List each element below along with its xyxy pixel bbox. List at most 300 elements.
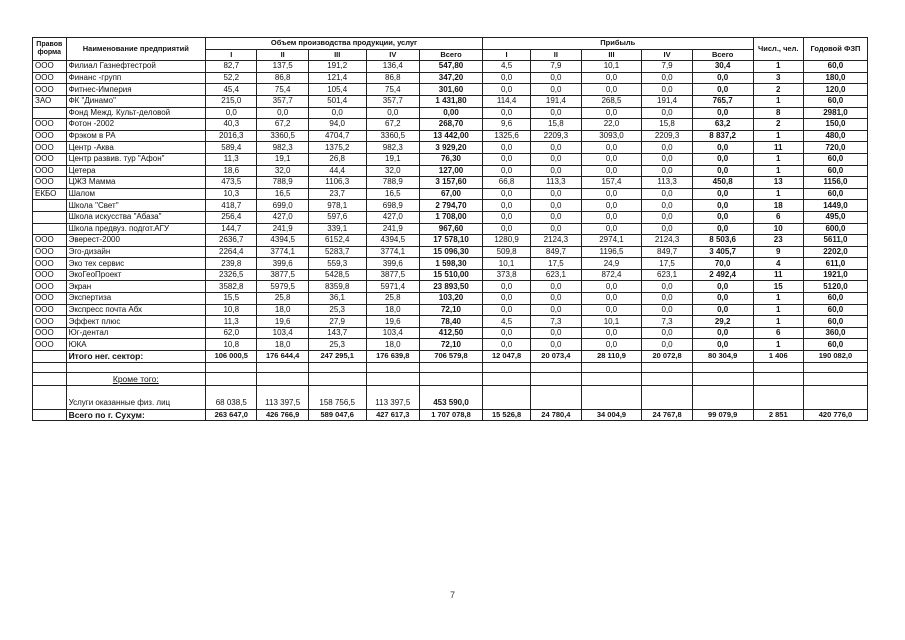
prod-q3-cell: 5283,7 — [308, 246, 366, 258]
profit-q3-cell: 872,4 — [581, 269, 642, 281]
blank-cell — [66, 362, 206, 372]
enterprise-report-table — [32, 37, 868, 421]
payroll-cell: 180,0 — [803, 72, 867, 84]
profit-q3-cell: 0,0 — [581, 153, 642, 165]
prod-total-cell: 3 157,60 — [420, 177, 483, 189]
prod-q3-cell: 4704,7 — [308, 130, 366, 142]
profit-q4-cell: 7,3 — [642, 316, 692, 328]
prod-total-cell: 103,20 — [420, 293, 483, 305]
blank-cell — [308, 372, 366, 385]
legal-form-cell: ООО — [33, 119, 67, 131]
legal-form-cell: ООО — [33, 177, 67, 189]
table-row — [33, 84, 868, 96]
profit-q2-cell: 191,4 — [531, 95, 581, 107]
payroll-cell: 60,0 — [803, 153, 867, 165]
payroll-cell: 600,0 — [803, 223, 867, 235]
enterprise-name-cell: Финанс -групп — [66, 72, 206, 84]
legal-form-cell — [33, 107, 67, 119]
profit-total-cell: 0,0 — [692, 281, 753, 293]
prod-q3-cell: 597,6 — [308, 211, 366, 223]
profit-q4-cell: 17,5 — [642, 258, 692, 270]
prod-q3-cell: 36,1 — [308, 293, 366, 305]
legal-form-cell: ЕКБО — [33, 188, 67, 200]
prod-q3-cell: 27,9 — [308, 316, 366, 328]
header-legal-form: Правов форма — [33, 38, 67, 61]
profit-q4-cell: 191,4 — [642, 95, 692, 107]
header-prod-q2: II — [257, 49, 308, 61]
prod-q4-cell: 3877,5 — [366, 269, 419, 281]
blank-cell — [531, 362, 581, 372]
profit-q4-cell: 0,0 — [642, 107, 692, 119]
profit-q4-cell: 623,1 — [642, 269, 692, 281]
services-label: Услуги оказанные физ. лиц — [66, 385, 206, 409]
profit-q3-cell: 0,0 — [581, 223, 642, 235]
legal-form-cell — [33, 200, 67, 212]
profit-total-cell: 0,0 — [692, 223, 753, 235]
prod-q1-cell: 215,0 — [206, 95, 257, 107]
profit-q3-cell: 0,0 — [581, 339, 642, 351]
prod-total-cell: 0,00 — [420, 107, 483, 119]
prod-q1-cell: 52,2 — [206, 72, 257, 84]
table-row — [33, 246, 868, 258]
staff-cell: 1 — [753, 165, 803, 177]
subtotal-profit-q3: 28 110,9 — [581, 351, 642, 363]
staff-cell: 10 — [753, 223, 803, 235]
staff-cell: 1 — [753, 153, 803, 165]
prod-q1-cell: 144,7 — [206, 223, 257, 235]
prod-q3-cell: 191,2 — [308, 61, 366, 73]
blank-cell — [531, 372, 581, 385]
profit-q1-cell: 373,8 — [482, 269, 530, 281]
prod-q4-cell: 25,8 — [366, 293, 419, 305]
prod-q2-cell: 0,0 — [257, 107, 308, 119]
prod-q3-cell: 25,3 — [308, 339, 366, 351]
prod-q4-cell: 427,0 — [366, 211, 419, 223]
subtotal-label: Итого нег. сектор: — [66, 351, 206, 363]
profit-q2-cell: 849,7 — [531, 246, 581, 258]
staff-cell: 3 — [753, 72, 803, 84]
blank-cell — [531, 385, 581, 409]
profit-q4-cell: 2124,3 — [642, 235, 692, 247]
prod-total-cell: 547,80 — [420, 61, 483, 73]
enterprise-name-cell: ФК "Динамо" — [66, 95, 206, 107]
profit-total-cell: 0,0 — [692, 153, 753, 165]
legal-form-cell: ООО — [33, 130, 67, 142]
prod-total-cell: 268,70 — [420, 119, 483, 131]
subtotal-row — [33, 351, 868, 363]
staff-cell: 9 — [753, 246, 803, 258]
profit-q4-cell: 0,0 — [642, 72, 692, 84]
profit-q2-cell: 0,0 — [531, 293, 581, 305]
legal-form-cell: ООО — [33, 153, 67, 165]
staff-cell: 15 — [753, 281, 803, 293]
blank-cell — [753, 372, 803, 385]
blank-cell — [581, 362, 642, 372]
payroll-cell: 5120,0 — [803, 281, 867, 293]
legal-form-cell: ООО — [33, 142, 67, 154]
table-row — [33, 153, 868, 165]
subtotal-prod-total: 706 579,8 — [420, 351, 483, 363]
prod-q3-cell: 501,4 — [308, 95, 366, 107]
enterprise-name-cell: Экспресс почта Абх — [66, 304, 206, 316]
staff-cell: 4 — [753, 258, 803, 270]
profit-q1-cell: 0,0 — [482, 304, 530, 316]
profit-total-cell: 0,0 — [692, 293, 753, 305]
payroll-cell: 120,0 — [803, 84, 867, 96]
prod-q2-cell: 5979,5 — [257, 281, 308, 293]
header-prod-total: Всего — [420, 49, 483, 61]
prod-total-cell: 127,00 — [420, 165, 483, 177]
profit-q4-cell: 2209,3 — [642, 130, 692, 142]
profit-q3-cell: 0,0 — [581, 72, 642, 84]
prod-q4-cell: 0,0 — [366, 107, 419, 119]
prod-total-cell: 78,40 — [420, 316, 483, 328]
grand-total-profit-total: 99 079,9 — [692, 409, 753, 421]
legal-form-cell: ООО — [33, 246, 67, 258]
enterprise-name-cell: ЦЖЗ Мамма — [66, 177, 206, 189]
profit-q3-cell: 3093,0 — [581, 130, 642, 142]
table-row — [33, 258, 868, 270]
enterprise-name-cell: Школа "Свет" — [66, 200, 206, 212]
prod-q2-cell: 241,9 — [257, 223, 308, 235]
profit-q2-cell: 0,0 — [531, 165, 581, 177]
table-row — [33, 165, 868, 177]
profit-q2-cell: 2209,3 — [531, 130, 581, 142]
profit-q3-cell: 0,0 — [581, 188, 642, 200]
prod-q2-cell: 357,7 — [257, 95, 308, 107]
prod-q1-cell: 418,7 — [206, 200, 257, 212]
profit-q1-cell: 66,8 — [482, 177, 530, 189]
profit-q2-cell: 0,0 — [531, 84, 581, 96]
services-prod-q4: 113 397,5 — [366, 385, 419, 409]
prod-q2-cell: 19,6 — [257, 316, 308, 328]
profit-q1-cell: 0,0 — [482, 84, 530, 96]
enterprise-name-cell: Школа предвуз. подгот.АГУ — [66, 223, 206, 235]
enterprise-name-cell: Фонд Межд. Культ-деловой — [66, 107, 206, 119]
table-row — [33, 200, 868, 212]
prod-q3-cell: 143,7 — [308, 327, 366, 339]
prod-q2-cell: 75,4 — [257, 84, 308, 96]
prod-q1-cell: 3582,8 — [206, 281, 257, 293]
legal-form-cell: ООО — [33, 84, 67, 96]
prod-q4-cell: 982,3 — [366, 142, 419, 154]
profit-q3-cell: 22,0 — [581, 119, 642, 131]
payroll-cell: 60,0 — [803, 293, 867, 305]
prod-q4-cell: 399,6 — [366, 258, 419, 270]
profit-q4-cell: 15,8 — [642, 119, 692, 131]
profit-total-cell: 0,0 — [692, 188, 753, 200]
payroll-cell: 5611,0 — [803, 235, 867, 247]
staff-cell: 11 — [753, 269, 803, 281]
blank-cell — [803, 372, 867, 385]
enterprise-name-cell: ЭкоГеоПроект — [66, 269, 206, 281]
prod-q1-cell: 239,8 — [206, 258, 257, 270]
table-row — [33, 188, 868, 200]
subtotal-profit-q1: 12 047,8 — [482, 351, 530, 363]
prod-q4-cell: 32,0 — [366, 165, 419, 177]
enterprise-name-cell: Цетера — [66, 165, 206, 177]
prod-q4-cell: 357,7 — [366, 95, 419, 107]
grand-total-profit-q3: 34 004,9 — [581, 409, 642, 421]
payroll-cell: 60,0 — [803, 188, 867, 200]
prod-q2-cell: 86,8 — [257, 72, 308, 84]
payroll-cell: 495,0 — [803, 211, 867, 223]
profit-q3-cell: 0,0 — [581, 165, 642, 177]
staff-cell: 13 — [753, 177, 803, 189]
prod-q1-cell: 0,0 — [206, 107, 257, 119]
prod-q1-cell: 2264,4 — [206, 246, 257, 258]
table-row — [33, 177, 868, 189]
profit-q2-cell: 0,0 — [531, 72, 581, 84]
profit-q3-cell: 0,0 — [581, 142, 642, 154]
header-prod-q1: I — [206, 49, 257, 61]
profit-q2-cell: 0,0 — [531, 211, 581, 223]
table-row — [33, 107, 868, 119]
profit-q1-cell: 4,5 — [482, 61, 530, 73]
profit-q4-cell: 0,0 — [642, 188, 692, 200]
staff-cell: 1 — [753, 95, 803, 107]
payroll-cell: 360,0 — [803, 327, 867, 339]
legal-form-cell: ООО — [33, 339, 67, 351]
prod-q3-cell: 44,4 — [308, 165, 366, 177]
enterprise-name-cell: Эверест-2000 — [66, 235, 206, 247]
report-sheet — [32, 37, 868, 421]
blank-cell — [257, 362, 308, 372]
legal-form-cell — [33, 211, 67, 223]
table-row — [33, 293, 868, 305]
blank-cell — [692, 362, 753, 372]
subtotal-prod-q3: 247 295,1 — [308, 351, 366, 363]
subtotal-staff: 1 406 — [753, 351, 803, 363]
prod-q2-cell: 788,9 — [257, 177, 308, 189]
blank-cell — [366, 372, 419, 385]
staff-cell: 1 — [753, 316, 803, 328]
prod-total-cell: 15 096,30 — [420, 246, 483, 258]
subtotal-profit-q2: 20 073,4 — [531, 351, 581, 363]
blank-cell — [753, 385, 803, 409]
profit-q4-cell: 0,0 — [642, 84, 692, 96]
payroll-cell: 60,0 — [803, 165, 867, 177]
profit-q2-cell: 0,0 — [531, 107, 581, 119]
blank-cell — [257, 372, 308, 385]
profit-q1-cell: 10,1 — [482, 258, 530, 270]
prod-q3-cell: 1375,2 — [308, 142, 366, 154]
legal-form-cell: ООО — [33, 281, 67, 293]
prod-q2-cell: 3774,1 — [257, 246, 308, 258]
profit-total-cell: 0,0 — [692, 84, 753, 96]
blank-cell — [581, 385, 642, 409]
prod-q2-cell: 137,5 — [257, 61, 308, 73]
prod-total-cell: 301,60 — [420, 84, 483, 96]
prod-q2-cell: 25,8 — [257, 293, 308, 305]
prod-total-cell: 15 510,00 — [420, 269, 483, 281]
grand-total-payroll: 420 776,0 — [803, 409, 867, 421]
prod-q1-cell: 10,3 — [206, 188, 257, 200]
prod-total-cell: 17 578,10 — [420, 235, 483, 247]
profit-q1-cell: 114,4 — [482, 95, 530, 107]
prod-total-cell: 76,30 — [420, 153, 483, 165]
profit-q2-cell: 0,0 — [531, 223, 581, 235]
blank-cell — [753, 362, 803, 372]
staff-cell: 11 — [753, 142, 803, 154]
prod-q2-cell: 4394,5 — [257, 235, 308, 247]
prod-q2-cell: 32,0 — [257, 165, 308, 177]
profit-q3-cell: 0,0 — [581, 107, 642, 119]
prod-total-cell: 67,00 — [420, 188, 483, 200]
staff-cell: 1 — [753, 304, 803, 316]
enterprise-name-cell: Эго-дизайн — [66, 246, 206, 258]
profit-q3-cell: 10,1 — [581, 61, 642, 73]
blank-cell — [482, 372, 530, 385]
prod-total-cell: 1 708,00 — [420, 211, 483, 223]
blank-cell — [692, 372, 753, 385]
legal-form-cell: ЗАО — [33, 95, 67, 107]
header-profit-q3: III — [581, 49, 642, 61]
subtotal-prod-q1: 106 000,5 — [206, 351, 257, 363]
prod-q3-cell: 559,3 — [308, 258, 366, 270]
prod-total-cell: 23 893,50 — [420, 281, 483, 293]
table-row — [33, 269, 868, 281]
table-row — [33, 72, 868, 84]
enterprise-name-cell: Шалом — [66, 188, 206, 200]
profit-q3-cell: 0,0 — [581, 211, 642, 223]
profit-q2-cell: 17,5 — [531, 258, 581, 270]
prod-q4-cell: 16,5 — [366, 188, 419, 200]
profit-total-cell: 0,0 — [692, 327, 753, 339]
header-profit-q4: IV — [642, 49, 692, 61]
profit-total-cell: 0,0 — [692, 200, 753, 212]
prod-q1-cell: 2326,5 — [206, 269, 257, 281]
profit-q1-cell: 0,0 — [482, 188, 530, 200]
blank-cell — [581, 372, 642, 385]
prod-q1-cell: 10,8 — [206, 339, 257, 351]
header-profit-q1: I — [482, 49, 530, 61]
prod-q2-cell: 67,2 — [257, 119, 308, 131]
prod-q1-cell: 62,0 — [206, 327, 257, 339]
legal-form-cell: ООО — [33, 72, 67, 84]
profit-total-cell: 0,0 — [692, 211, 753, 223]
prod-q1-cell: 15,5 — [206, 293, 257, 305]
profit-q2-cell: 0,0 — [531, 281, 581, 293]
profit-q2-cell: 7,9 — [531, 61, 581, 73]
payroll-cell: 480,0 — [803, 130, 867, 142]
payroll-cell: 720,0 — [803, 142, 867, 154]
prod-q3-cell: 105,4 — [308, 84, 366, 96]
grand-total-form — [33, 409, 67, 421]
legal-form-cell: ООО — [33, 235, 67, 247]
subtotal-payroll: 190 082,0 — [803, 351, 867, 363]
profit-total-cell: 0,0 — [692, 339, 753, 351]
table-row — [33, 223, 868, 235]
header-profit-total: Всего — [692, 49, 753, 61]
grand-total-prod-total: 1 707 078,8 — [420, 409, 483, 421]
prod-q4-cell: 75,4 — [366, 84, 419, 96]
prod-q4-cell: 5971,4 — [366, 281, 419, 293]
table-row — [33, 61, 868, 73]
payroll-cell: 2202,0 — [803, 246, 867, 258]
prod-q3-cell: 0,0 — [308, 107, 366, 119]
profit-total-cell: 0,0 — [692, 107, 753, 119]
enterprise-name-cell: Юг-дентал — [66, 327, 206, 339]
prod-q3-cell: 5428,5 — [308, 269, 366, 281]
profit-q2-cell: 7,3 — [531, 316, 581, 328]
page-number: 7 — [449, 590, 455, 600]
prod-q2-cell: 399,6 — [257, 258, 308, 270]
prod-q4-cell: 788,9 — [366, 177, 419, 189]
enterprise-name-cell: Центр -Аква — [66, 142, 206, 154]
prod-q4-cell: 19,1 — [366, 153, 419, 165]
blank-cell — [33, 362, 67, 372]
staff-cell: 18 — [753, 200, 803, 212]
prod-q2-cell: 3877,5 — [257, 269, 308, 281]
prod-total-cell: 72,10 — [420, 339, 483, 351]
header-staff-count: Числ., чел. — [753, 38, 803, 61]
prod-q1-cell: 18,6 — [206, 165, 257, 177]
profit-q2-cell: 0,0 — [531, 142, 581, 154]
grand-total-profit-q1: 15 526,8 — [482, 409, 530, 421]
services-row — [33, 385, 868, 409]
services-prod-total: 453 590,0 — [420, 385, 483, 409]
subtotal-profit-q4: 20 072,8 — [642, 351, 692, 363]
profit-total-cell: 8 837,2 — [692, 130, 753, 142]
profit-total-cell: 29,2 — [692, 316, 753, 328]
prod-total-cell: 412,50 — [420, 327, 483, 339]
profit-q1-cell: 0,0 — [482, 107, 530, 119]
prod-q1-cell: 82,7 — [206, 61, 257, 73]
table-row — [33, 95, 868, 107]
grand-total-prod-q4: 427 617,3 — [366, 409, 419, 421]
subtotal-form — [33, 351, 67, 363]
enterprise-name-cell: Фрэком в РА — [66, 130, 206, 142]
profit-q1-cell: 509,8 — [482, 246, 530, 258]
prod-q2-cell: 427,0 — [257, 211, 308, 223]
prod-q4-cell: 241,9 — [366, 223, 419, 235]
prod-q3-cell: 26,8 — [308, 153, 366, 165]
prod-q3-cell: 121,4 — [308, 72, 366, 84]
payroll-cell: 60,0 — [803, 316, 867, 328]
prod-q4-cell: 18,0 — [366, 304, 419, 316]
header-enterprise-name: Наименование предприятий — [66, 38, 206, 61]
enterprise-name-cell: Фитнес-Империя — [66, 84, 206, 96]
blank-cell — [482, 385, 530, 409]
prod-q1-cell: 11,3 — [206, 316, 257, 328]
prod-q4-cell: 4394,5 — [366, 235, 419, 247]
profit-total-cell: 450,8 — [692, 177, 753, 189]
blank-cell — [642, 362, 692, 372]
payroll-cell: 1921,0 — [803, 269, 867, 281]
profit-q4-cell: 0,0 — [642, 223, 692, 235]
profit-q4-cell: 113,3 — [642, 177, 692, 189]
prod-q3-cell: 25,3 — [308, 304, 366, 316]
blank-cell — [420, 362, 483, 372]
profit-q3-cell: 0,0 — [581, 200, 642, 212]
prod-q1-cell: 2016,3 — [206, 130, 257, 142]
legal-form-cell: ООО — [33, 258, 67, 270]
profit-q1-cell: 0,0 — [482, 339, 530, 351]
prod-q2-cell: 982,3 — [257, 142, 308, 154]
prod-total-cell: 1 598,30 — [420, 258, 483, 270]
payroll-cell: 60,0 — [803, 61, 867, 73]
enterprise-name-cell: Экран — [66, 281, 206, 293]
profit-q4-cell: 0,0 — [642, 165, 692, 177]
profit-q3-cell: 10,1 — [581, 316, 642, 328]
prod-q4-cell: 103,4 — [366, 327, 419, 339]
prod-q4-cell: 698,9 — [366, 200, 419, 212]
profit-q3-cell: 0,0 — [581, 304, 642, 316]
profit-q3-cell: 2974,1 — [581, 235, 642, 247]
prod-q2-cell: 18,0 — [257, 339, 308, 351]
profit-q3-cell: 0,0 — [581, 281, 642, 293]
